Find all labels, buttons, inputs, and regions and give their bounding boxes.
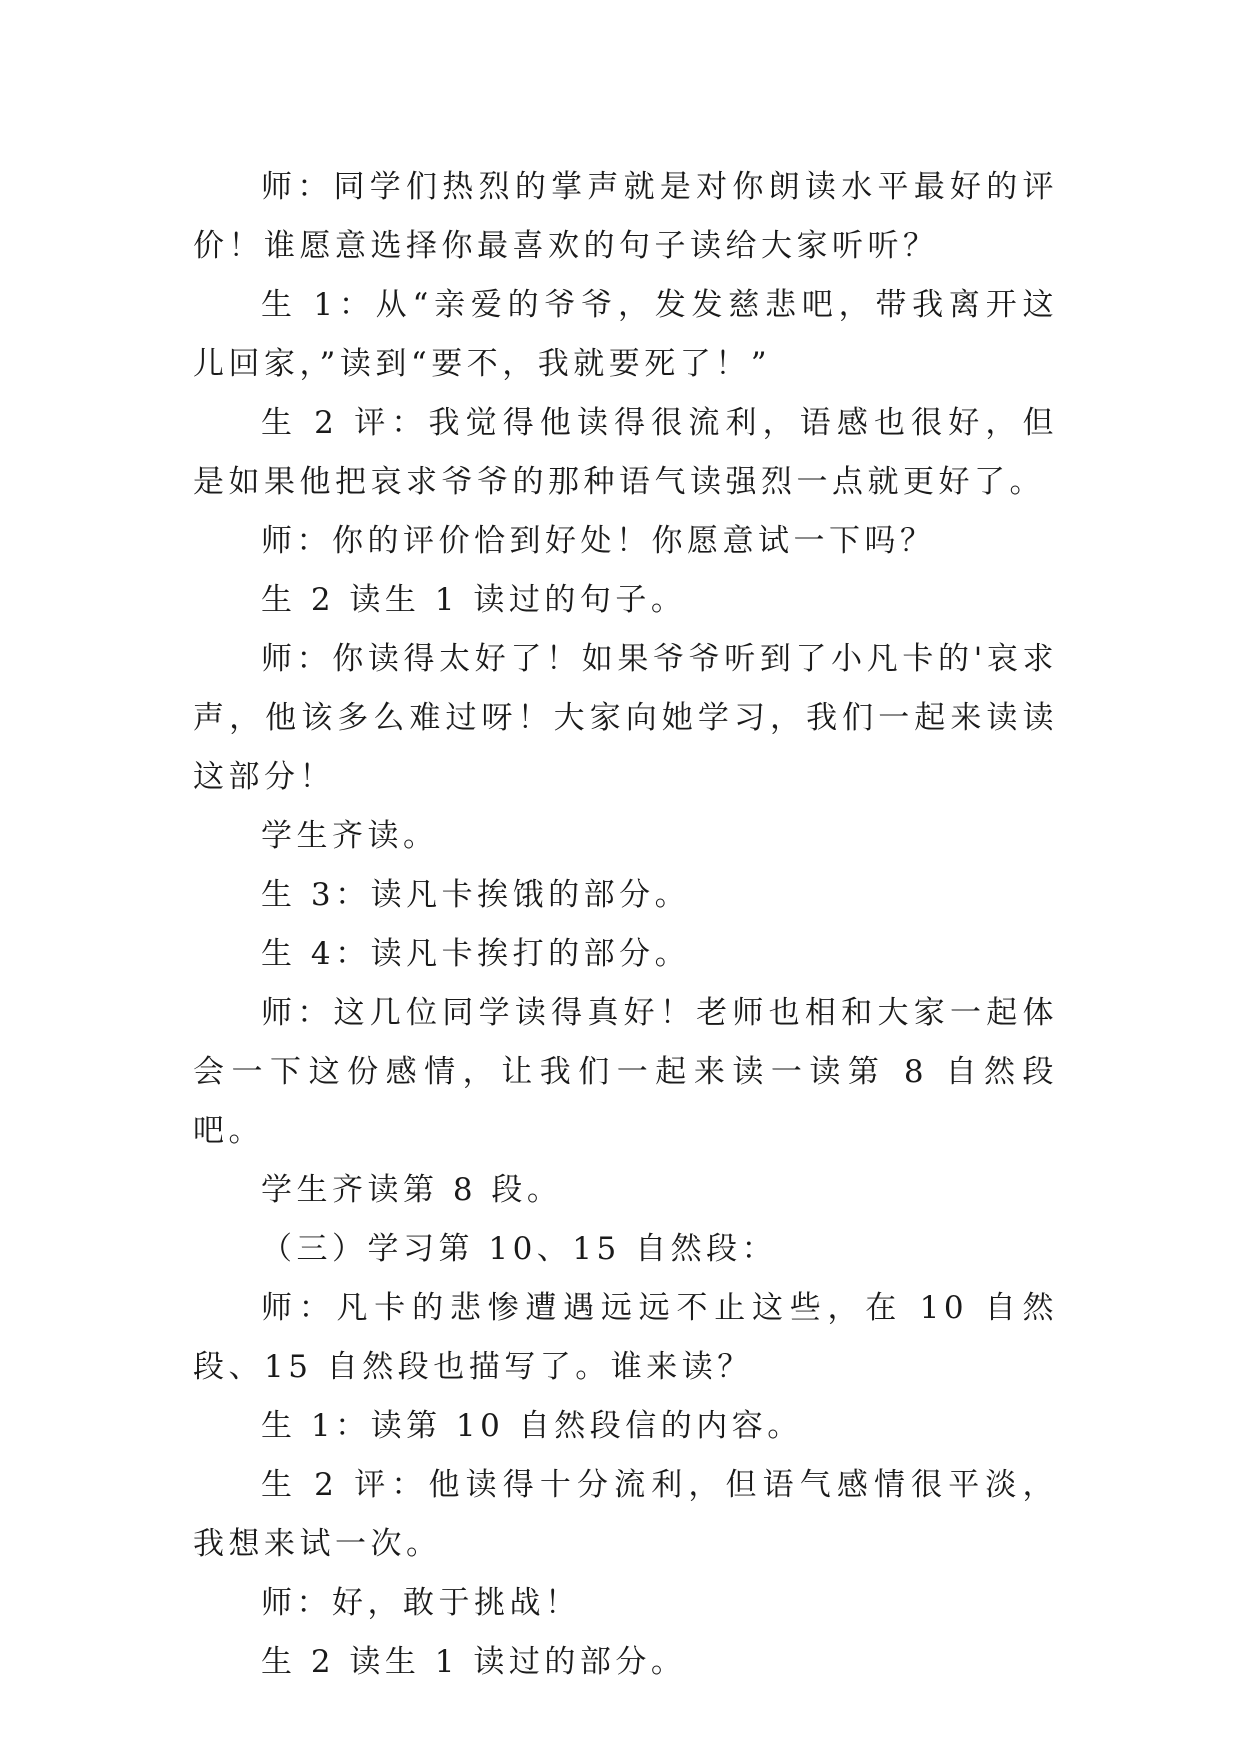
paragraph-9: 生 4：读凡卡挨打的部分。 xyxy=(261,936,691,972)
paragraph-7: 学生齐读。 xyxy=(261,818,439,854)
paragraph-1: 师：同学们热烈的掌声就是对你朗读水平最好的评价！谁愿意选择你最喜欢的句子读给大家听听？ xyxy=(193,169,1058,264)
paragraph-15: 生 2 评：他读得十分流利，但语气感情很平淡，我想来试一次。 xyxy=(193,1467,1058,1562)
paragraph-2: 生 1：从“亲爱的爷爷，发发慈悲吧，带我离开这儿回家，”读到“要不，我就要死了！” xyxy=(193,287,1058,382)
paragraph-8: 生 3：读凡卡挨饿的部分。 xyxy=(261,877,691,913)
paragraph-16: 师：好，敢于挑战！ xyxy=(261,1585,581,1621)
paragraph-10: 师：这几位同学读得真好！老师也相和大家一起体会一下这份感情，让我们一起来读一读第 8 自然段吧。 xyxy=(193,995,1058,1149)
paragraph-6: 师：你读得太好了！如果爷爷听到了小凡卡的'哀求声，他该多么难过呀！大家向她学习，我们一起来读读这部分！ xyxy=(193,641,1058,795)
section-heading: （三）学习第 10、15 自然段： xyxy=(261,1231,778,1267)
document-body xyxy=(193,158,1058,1692)
paragraph-13: 师：凡卡的悲惨遭遇远远不止这些，在 10 自然段、15 自然段也描写了。谁来读？ xyxy=(193,1290,1058,1385)
paragraph-4: 师：你的评价恰到好处！你愿意试一下吗？ xyxy=(261,523,936,559)
paragraph-5: 生 2 读生 1 读过的句子。 xyxy=(261,582,687,618)
paragraph-3: 生 2 评：我觉得他读得很流利，语感也很好，但是如果他把哀求爷爷的那种语气读强烈一点就更好了。 xyxy=(193,405,1058,500)
paragraph-14: 生 1：读第 10 自然段信的内容。 xyxy=(261,1408,803,1444)
paragraph-11: 学生齐读第 8 段。 xyxy=(261,1172,563,1208)
paragraph-17: 生 2 读生 1 读过的部分。 xyxy=(261,1644,687,1680)
